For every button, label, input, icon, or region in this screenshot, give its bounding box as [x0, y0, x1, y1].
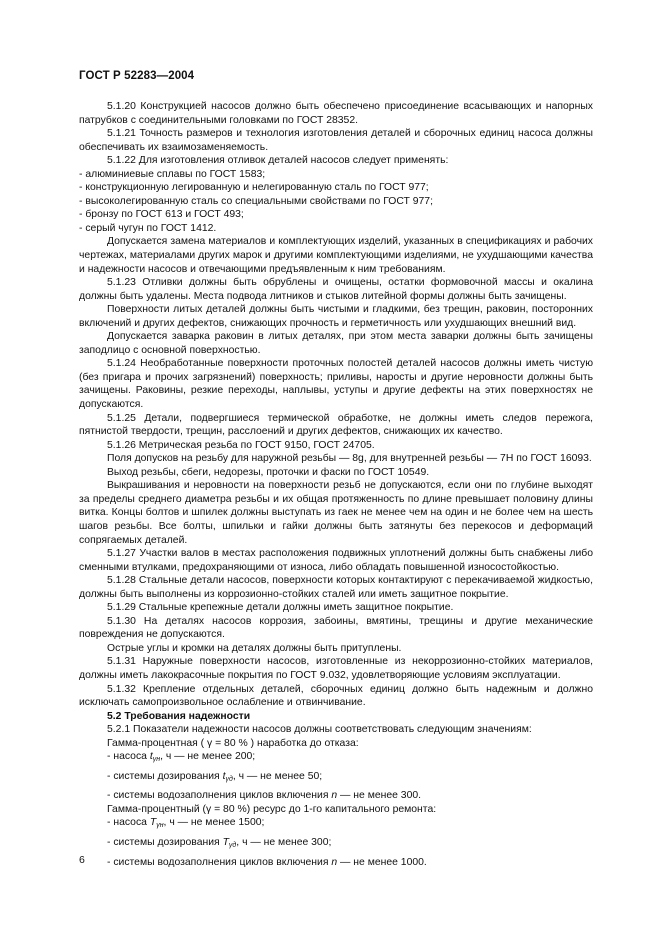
- water-resource-prefix: - системы водозаполнения циклов включения: [107, 856, 332, 868]
- paragraph-5-1-32: 5.1.32 Крепление отдельных деталей, сборочных единиц должно быть надежным и должно исключать самопроизвольное ослабление и отвинчивание.: [79, 683, 593, 709]
- pump-resource-subscript: γн: [156, 822, 164, 830]
- paragraph-thread-tolerance: Поля допусков на резьбу для наружной резьбы — 8g, для внутренней резьбы — 7H по ГОСТ 16093.: [107, 453, 592, 465]
- pump-mtbf-prefix: - насоса: [107, 751, 150, 763]
- paragraph-5-1-21: 5.1.21 Точность размеров и технология изготовления деталей и сборочных единиц насоса должны обеспечивать их взаимозаменяемость.: [79, 128, 593, 153]
- water-cycles-line: [79, 789, 593, 803]
- paragraph-5-2-1: 5.2.1 Показатели надежности насосов должны соответствовать следующим значениям:: [107, 724, 532, 736]
- paragraph-5-1-31: 5.1.31 Наружные поверхности насосов, изготовленные из некоррозионно-стойких материалов, должны иметь лакокрасочные покрытия по ГОСТ 9.032, удовлетворяющие условиям эксплуатации.: [79, 656, 593, 681]
- paragraph-thread-defects: Выкрашивания и неровности на поверхности резьб не допускаются, если они по глубине выходят за пределы среднего диаметра резьбы и их общая протяженность по длине превышает половину длины витка. Концы болтов и шпилек должны выступать из гаек не менее чем на один и не более чем на шесть шагов резьбы. Все болты, шпильки и гайки должны быть затянуты без перекосов и деформаций сопрягаемых деталей.: [79, 480, 593, 546]
- dosing-resource-line: [79, 836, 593, 853]
- paragraph-5-1-27: 5.1.27 Участки валов в местах расположения подвижных уплотнений должны быть снабжены либо сменными втулками, предохраняющими от износа, либо обладать повышенной износостойкостью.: [79, 548, 593, 573]
- dosing-resource-value: , ч — не менее 300;: [236, 836, 332, 848]
- document-body: [79, 100, 593, 869]
- dosing-mtbf-prefix: - системы дозирования: [107, 770, 223, 782]
- paragraph-5-1-24: 5.1.24 Необработанные поверхности проточных полостей деталей насосов должны иметь чистую (без пригара и прочих загрязнений) поверхность; приливы, наросты и другие неровности должны быть зачищены. Раковины, резкие переходы, наплывы, уступы и другие дефекты на этих поверхностях не допускаются.: [79, 358, 593, 411]
- dosing-resource-prefix: - системы дозирования: [107, 836, 223, 848]
- list-item-cast-iron: - серый чугун по ГОСТ 1412.: [79, 222, 217, 234]
- paragraph-5-1-22: 5.1.22 Для изготовления отливок деталей насосов следует применять:: [107, 155, 449, 167]
- gamma-mtbf-intro: Гамма-процентная ( γ = 80 % ) наработка до отказа:: [107, 737, 359, 749]
- dosing-mtbf-line: [79, 770, 593, 787]
- paragraph-welding: Допускается заварка раковин в литых деталях, при этом места заварки должны быть зачищены заподлицо с основной поверхностью.: [79, 331, 593, 356]
- page-header: ГОСТ Р 52283—2004: [79, 70, 195, 82]
- water-cycles-prefix: - системы водозаполнения циклов включения: [107, 790, 332, 802]
- dosing-resource-symbol: T: [222, 836, 229, 848]
- water-resource-line: [79, 856, 593, 870]
- pump-mtbf-line: [79, 750, 593, 767]
- pump-mtbf-value: , ч — не менее 200;: [160, 751, 256, 763]
- pump-mtbf-subscript: γн: [152, 756, 161, 764]
- paragraph-5-1-29: 5.1.29 Стальные крепежные детали должны иметь защитное покрытие.: [107, 602, 454, 614]
- list-item-aluminum: - алюминиевые сплавы по ГОСТ 1583;: [79, 168, 266, 180]
- pump-resource-symbol: T: [149, 817, 157, 829]
- list-item-bronze: - бронзу по ГОСТ 613 и ГОСТ 493;: [79, 209, 244, 221]
- pump-resource-value: , ч — не менее 1500;: [163, 817, 265, 829]
- list-item-high-alloy-steel: - высоколегированную сталь со специальными свойствами по ГОСТ 977;: [79, 195, 433, 207]
- paragraph-5-1-25: 5.1.25 Детали, подвергшиеся термической обработке, не должны иметь следов пережога, пятнистой твердости, трещин, расслоений и других дефектов, снижающих их качество.: [79, 412, 593, 438]
- dosing-resource-subscript: γд: [228, 841, 237, 849]
- dosing-mtbf-symbol: t: [222, 770, 226, 782]
- list-item-structural-steel: - конструкционную легированную и нелегированную сталь по ГОСТ 977;: [79, 182, 429, 194]
- paragraph-5-1-23: 5.1.23 Отливки должны быть обрублены и очищены, остатки формовочной массы и окалина должны быть удалены. Места подвода литников и стыков литейной формы должны быть зачищены.: [79, 277, 593, 302]
- water-resource-symbol: n: [331, 856, 338, 868]
- pump-resource-prefix: - насоса: [107, 817, 150, 829]
- paragraph-cast-surfaces: Поверхности литых деталей должны быть чистыми и гладкими, без трещин, раковин, посторонних включений и других дефектов, снижающих прочность и герметичность или ухудшающих внешний вид.: [79, 304, 593, 329]
- paragraph-5-1-20: 5.1.20 Конструкцией насосов должно быть обеспечено присоединение всасывающих и напорных патрубков с соединительными головками по ГОСТ 28352.: [79, 101, 593, 126]
- water-cycles-symbol: n: [331, 790, 338, 802]
- section-heading-5-2: 5.2 Требования надежности: [107, 710, 251, 722]
- paragraph-5-1-30: 5.1.30 На деталях насосов коррозия, забоины, вмятины, трещины и другие механические повреждения не допускаются.: [79, 615, 593, 641]
- paragraph-5-1-28: 5.1.28 Стальные детали насосов, поверхности которых контактируют с перекачиваемой жидкостью, должны быть выполнены из коррозионно-стойких сталей или иметь защитное покрытие.: [79, 575, 593, 600]
- paragraph-sharp-edges: Острые углы и кромки на деталях должны быть притуплены.: [107, 642, 402, 654]
- dosing-mtbf-value: , ч — не менее 50;: [232, 770, 323, 782]
- pump-mtbf-symbol: t: [149, 751, 153, 763]
- paragraph-thread-runout: Выход резьбы, сбеги, недорезы, проточки и фаски по ГОСТ 10549.: [107, 466, 430, 478]
- gamma-resource-intro: Гамма-процентный (γ = 80 %) ресурс до 1-го капитального ремонта:: [107, 803, 437, 815]
- dosing-mtbf-subscript: γд: [225, 775, 233, 783]
- water-cycles-value: — не менее 300.: [337, 790, 422, 802]
- page-number: 6: [79, 854, 85, 866]
- water-resource-value: — не менее 1000.: [337, 856, 427, 868]
- paragraph-material-substitution: Допускается замена материалов и комплектующих изделий, указанных в спецификациях и рабочих чертежах, материалами других марок и другими комплектующими изделиями, не ухудшающими качества и надежности насосов и отвечающими предъявленным к ним требованиям.: [79, 236, 593, 275]
- pump-resource-line: [79, 816, 593, 833]
- paragraph-5-1-26: 5.1.26 Метрическая резьба по ГОСТ 9150, ГОСТ 24705.: [107, 439, 375, 451]
